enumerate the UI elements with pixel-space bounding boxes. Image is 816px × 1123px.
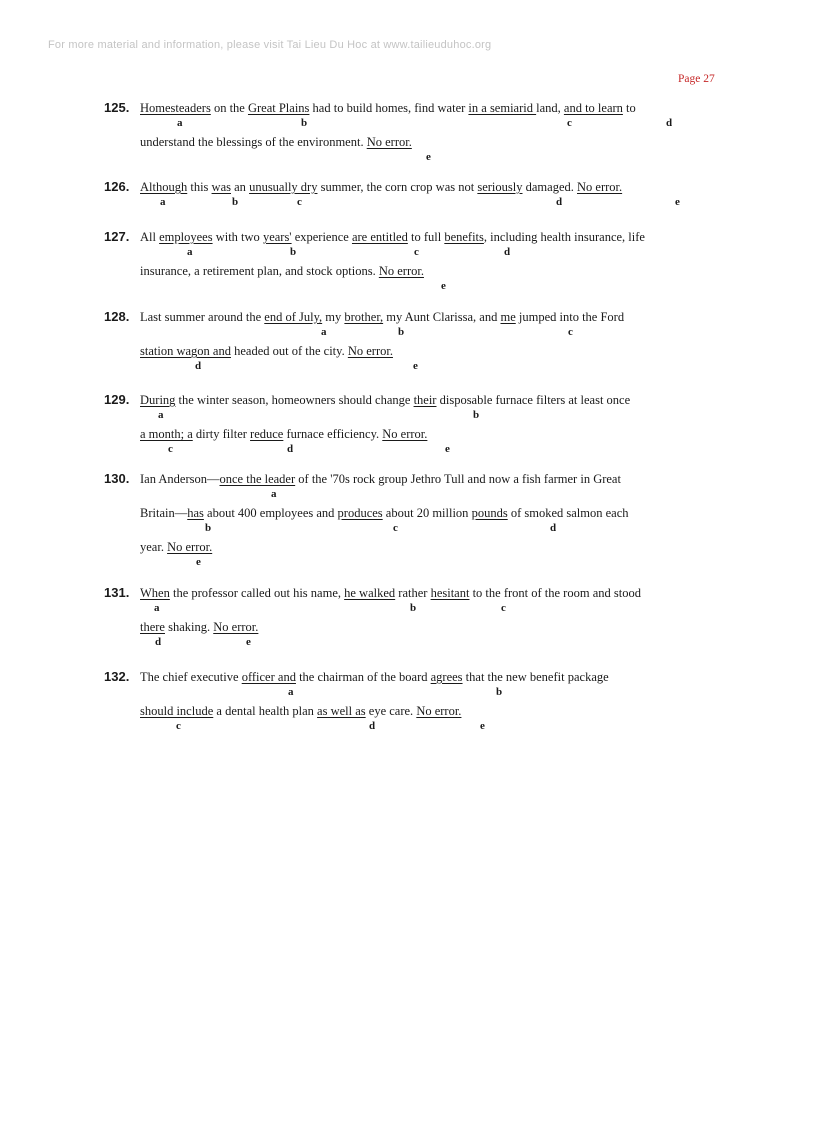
option-label: a: [187, 246, 193, 258]
option-label: e: [246, 636, 251, 648]
option-label: b: [473, 409, 480, 421]
question-line: [104, 343, 744, 377]
option-label: d: [550, 522, 557, 534]
option-label: b: [398, 326, 405, 338]
sentence-text: All employees with two years' experience are entitled to full benefits, including health insurance, life: [140, 230, 645, 244]
option-label: e: [426, 151, 431, 163]
page-number: Page 27: [678, 73, 715, 85]
sentence-text: Ian Anderson—once the leader of the '70s rock group Jethro Tull and now a fish farmer in Great: [140, 472, 621, 486]
question-line: [104, 100, 744, 134]
sentence-text: Britain—has about 400 employees and produces about 20 million pounds of smoked salmon each: [140, 506, 629, 520]
sentence-text: Homesteaders on the Great Plains had to build homes, find water in a semiarid land, and to learn to: [140, 101, 636, 115]
option-label: a: [321, 326, 327, 338]
option-label: e: [413, 360, 418, 372]
option-label: a: [160, 196, 166, 208]
option-label: b: [410, 602, 417, 614]
sentence-text: should include a dental health plan as well as eye care. No error.: [140, 704, 462, 718]
option-label: d: [287, 443, 294, 455]
option-label: c: [168, 443, 173, 455]
question-number: 127.: [104, 229, 130, 244]
question-number: 125.: [104, 100, 130, 115]
option-label: a: [154, 602, 160, 614]
question-131: [104, 585, 744, 653]
option-label: a: [158, 409, 164, 421]
option-label: a: [271, 488, 277, 500]
option-label: e: [445, 443, 450, 455]
sentence-text: When the professor called out his name, he walked rather hesitant to the front of the room and stood: [140, 586, 641, 600]
question-line: [104, 426, 744, 460]
question-line: [104, 134, 744, 168]
sentence-text: During the winter season, homeowners should change their disposable furnace filters at least once: [140, 393, 631, 407]
option-label: d: [556, 196, 563, 208]
option-label: a: [288, 686, 294, 698]
question-line: [104, 471, 744, 505]
option-label: e: [480, 720, 485, 732]
option-label: d: [504, 246, 511, 258]
sentence-text: Although this was an unusually dry summer, the corn crop was not seriously damaged. No error.: [140, 180, 623, 194]
watermark-text: For more material and information, please visit Tai Lieu Du Hoc at www.tailieuduhoc.org: [48, 39, 492, 51]
option-label: b: [301, 117, 308, 129]
option-label: d: [195, 360, 202, 372]
question-129: [104, 392, 744, 460]
question-126: [104, 179, 744, 213]
question-number: 126.: [104, 179, 130, 194]
question-number: 129.: [104, 392, 130, 407]
question-line: [104, 585, 744, 619]
option-label: c: [297, 196, 302, 208]
question-line: [104, 179, 744, 213]
sentence-text: year. No error.: [140, 540, 213, 554]
sentence-text: understand the blessings of the environment. No error.: [140, 135, 412, 149]
sentence-text: The chief executive officer and the chairman of the board agrees that the new benefit package: [140, 670, 609, 684]
question-line: [104, 703, 744, 737]
option-label: b: [290, 246, 297, 258]
option-label: e: [675, 196, 680, 208]
option-label: c: [176, 720, 181, 732]
sentence-text: station wagon and headed out of the city. No error.: [140, 344, 393, 358]
question-132: [104, 669, 744, 737]
question-number: 132.: [104, 669, 130, 684]
option-label: c: [414, 246, 419, 258]
sentence-text: a month; a dirty filter reduce furnace efficiency. No error.: [140, 427, 428, 441]
sentence-text: Last summer around the end of July, my brother, my Aunt Clarissa, and me jumped into the Ford: [140, 310, 625, 324]
option-label: c: [568, 326, 573, 338]
question-line: [104, 392, 744, 426]
option-label: b: [205, 522, 212, 534]
option-label: e: [441, 280, 446, 292]
question-number: 130.: [104, 471, 130, 486]
question-128: [104, 309, 744, 377]
option-label: c: [567, 117, 572, 129]
question-number: 128.: [104, 309, 130, 324]
question-130: [104, 471, 744, 573]
sentence-text: there shaking. No error.: [140, 620, 259, 634]
question-line: [104, 505, 744, 539]
option-label: d: [369, 720, 376, 732]
question-line: [104, 309, 744, 343]
option-label: d: [666, 117, 673, 129]
option-label: d: [155, 636, 162, 648]
question-line: [104, 619, 744, 653]
option-label: b: [232, 196, 239, 208]
question-line: [104, 539, 744, 573]
question-125: [104, 100, 744, 168]
question-line: [104, 263, 744, 297]
option-label: c: [501, 602, 506, 614]
question-number: 131.: [104, 585, 130, 600]
option-label: b: [496, 686, 503, 698]
option-label: a: [177, 117, 183, 129]
question-line: [104, 229, 744, 263]
question-line: [104, 669, 744, 703]
option-label: e: [196, 556, 201, 568]
question-127: [104, 229, 744, 297]
option-label: c: [393, 522, 398, 534]
sentence-text: insurance, a retirement plan, and stock options. No error.: [140, 264, 424, 278]
